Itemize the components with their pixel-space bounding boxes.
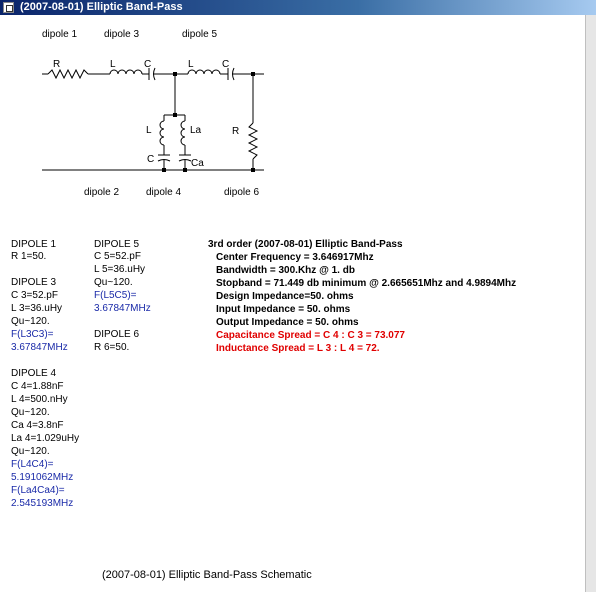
col1-line: Qu~120. xyxy=(11,316,50,327)
col2-line: DIPOLE 6 xyxy=(94,329,140,340)
junction-dot xyxy=(183,168,187,172)
app-icon[interactable] xyxy=(3,2,14,13)
resistor-r1 xyxy=(48,70,88,78)
summary-line: Inductance Spread = L 3 : L 4 = 72. xyxy=(216,343,380,354)
label-c3: C xyxy=(144,59,152,70)
vertical-scrollbar[interactable] xyxy=(585,15,596,592)
schematic-caption: (2007-08-01) Elliptic Band-Pass Schematic xyxy=(102,569,312,581)
label-la4: La xyxy=(190,125,202,136)
schematic-diagram xyxy=(0,15,300,205)
summary-line: Design Impedance=50. ohms xyxy=(216,291,354,302)
col1-line: La 4=1.029uHy xyxy=(11,433,80,444)
label-c5: C xyxy=(222,59,230,70)
junction-dot xyxy=(173,113,177,117)
dipole-2-label: dipole 2 xyxy=(84,187,120,198)
inductor-l4 xyxy=(160,121,164,145)
label-r6: R xyxy=(232,126,240,137)
inductor-l3 xyxy=(110,70,142,74)
col2-line: R 6=50. xyxy=(94,342,130,353)
inductor-l5 xyxy=(188,70,220,74)
col2-line: L 5=36.uHy xyxy=(94,264,146,275)
summary-line: Bandwidth = 300.Khz @ 1. db xyxy=(216,265,355,276)
dipole-4-label: dipole 4 xyxy=(146,187,182,198)
label-l3: L xyxy=(110,59,116,70)
summary-title: 3rd order (2007-08-01) Elliptic Band-Pass xyxy=(208,239,403,250)
col1-line: DIPOLE 4 xyxy=(11,368,57,379)
label-r1: R xyxy=(53,59,61,70)
dipole-3-label: dipole 3 xyxy=(104,29,140,40)
col2-line: DIPOLE 5 xyxy=(94,239,140,250)
col1-line: L 4=500.nHy xyxy=(11,394,68,405)
inductor-la4 xyxy=(181,121,185,145)
label-l4: L xyxy=(146,125,152,136)
junction-dot xyxy=(173,72,177,76)
col1-line: C 4=1.88nF xyxy=(11,381,64,392)
junction-dot xyxy=(251,168,255,172)
junction-dot xyxy=(162,168,166,172)
col1-line: F(L4C4)= xyxy=(11,459,54,470)
label-ca4: Ca xyxy=(191,158,204,169)
col1-line: L 3=36.uHy xyxy=(11,303,63,314)
col1-line: Qu~120. xyxy=(11,446,50,457)
title-bar[interactable] xyxy=(0,0,596,15)
col2-line: C 5=52.pF xyxy=(94,251,141,262)
col1-line: R 1=50. xyxy=(11,251,47,262)
dipole-1-label: dipole 1 xyxy=(42,29,78,40)
dipole-6-label: dipole 6 xyxy=(224,187,260,198)
col1-line: DIPOLE 3 xyxy=(11,277,57,288)
summary-line: Capacitance Spread = C 4 : C 3 = 73.077 xyxy=(216,330,405,341)
summary-line: Output Impedance = 50. ohms xyxy=(216,317,359,328)
col1-line: DIPOLE 1 xyxy=(11,239,57,250)
junction-dot xyxy=(251,72,255,76)
label-l5: L xyxy=(188,59,194,70)
dipole-5-label: dipole 5 xyxy=(182,29,218,40)
col2-line: 3.67847MHz xyxy=(94,303,151,314)
col1-line: 5.191062MHz xyxy=(11,472,74,483)
col1-line: F(L3C3)= xyxy=(11,329,54,340)
col1-line: C 3=52.pF xyxy=(11,290,58,301)
window-title: (2007-08-01) Elliptic Band-Pass xyxy=(20,1,183,13)
col1-line: 3.67847MHz xyxy=(11,342,68,353)
col1-line: F(La4Ca4)= xyxy=(11,485,65,496)
summary-line: Center Frequency = 3.646917Mhz xyxy=(216,252,374,263)
summary-line: Stopband = 71.449 db minimum @ 2.665651Mhz and 4.9894Mhz xyxy=(216,278,517,289)
resistor-r6 xyxy=(249,123,257,159)
col2-line: Qu~120. xyxy=(94,277,133,288)
col2-line: F(L5C5)= xyxy=(94,290,137,301)
label-c4: C xyxy=(147,154,155,165)
col1-line: Qu~120. xyxy=(11,407,50,418)
col1-line: Ca 4=3.8nF xyxy=(11,420,64,431)
col1-line: 2.545193MHz xyxy=(11,498,74,509)
schematic-canvas xyxy=(0,15,585,592)
summary-line: Input Impedance = 50. ohms xyxy=(216,304,351,315)
